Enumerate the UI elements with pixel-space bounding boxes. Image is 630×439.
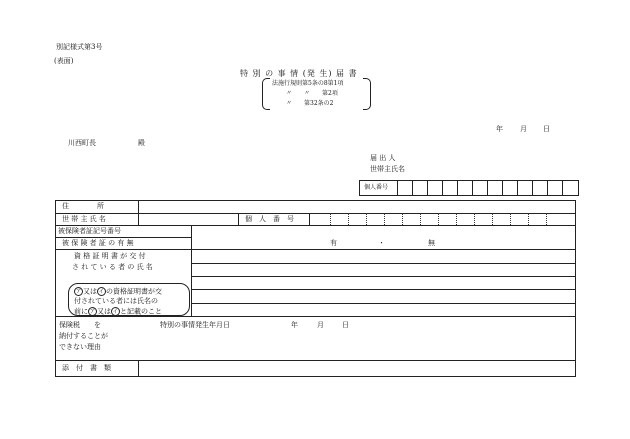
personal-number-label: 個人番号 bbox=[364, 184, 389, 191]
attachments-label: 添 付 書 類 bbox=[62, 364, 111, 372]
special-year-label: 年 bbox=[291, 321, 298, 329]
special-day-label: 日 bbox=[342, 321, 349, 329]
card-presence-label: 被 保 険 者 証 の 有 無 bbox=[62, 239, 134, 247]
insured-symbol-label: 被保険者証記号番号 bbox=[58, 227, 121, 235]
cert-issued-line2: さ れ て い る 者 の 氏 名 bbox=[72, 263, 153, 271]
personal-number-box bbox=[359, 180, 579, 196]
date-month-label: 月 bbox=[520, 125, 527, 133]
special-date-label: 特別の事情発生年月日 bbox=[160, 321, 230, 329]
circle-b2-icon: イ bbox=[112, 309, 119, 315]
note-line3: 前に ア 又は イ と記載のこと bbox=[74, 307, 162, 316]
circle-a-icon: ア bbox=[75, 289, 82, 295]
form-side: (表面) bbox=[54, 57, 74, 65]
address-label: 住 所 bbox=[62, 202, 104, 210]
cert-issued-line1: 資 格 証 明 書 が 交 付 bbox=[74, 252, 146, 260]
date-year-label: 年 bbox=[496, 125, 503, 133]
date-day-label: 日 bbox=[543, 125, 550, 133]
householder-name-row-label: 世 帯 主 氏 名 bbox=[62, 215, 106, 223]
special-month-label: 月 bbox=[317, 321, 324, 329]
reason-line3: できない理由 bbox=[59, 343, 101, 351]
personal-number-row-label: 個 人 番 号 bbox=[245, 215, 294, 223]
note-line1: ア 又は イ の資格証明書が交 bbox=[75, 287, 162, 296]
law-ref-1: 法施行規則第5条の8第1項 bbox=[272, 80, 344, 87]
submitter-label: 届 出 人 bbox=[370, 154, 396, 162]
addressee: 川西町長 bbox=[68, 139, 96, 147]
reason-line2: 納付することが bbox=[59, 332, 108, 340]
presence-dot: ・ bbox=[378, 239, 385, 247]
householder-name-label: 世帯主氏名 bbox=[370, 165, 405, 173]
form-number: 別記様式第3号 bbox=[56, 43, 103, 51]
presence-yes: 有 bbox=[330, 239, 337, 247]
circle-a2-icon: ア bbox=[89, 309, 96, 315]
law-ref-3: 〃 第32条の2 bbox=[286, 100, 334, 107]
presence-no: 無 bbox=[428, 239, 435, 247]
bracket-right bbox=[363, 78, 371, 110]
note-line2: 付されている者には氏名の bbox=[74, 297, 158, 305]
form-title: 特 別 の 事 情 (発 生) 届 書 bbox=[240, 69, 358, 78]
law-ref-2: 〃 〃 第2項 bbox=[286, 90, 338, 97]
reason-line1: 保険税 を bbox=[59, 321, 101, 329]
circle-b-icon: イ bbox=[98, 289, 105, 295]
bracket-left bbox=[262, 78, 270, 110]
honorific: 殿 bbox=[138, 139, 145, 147]
